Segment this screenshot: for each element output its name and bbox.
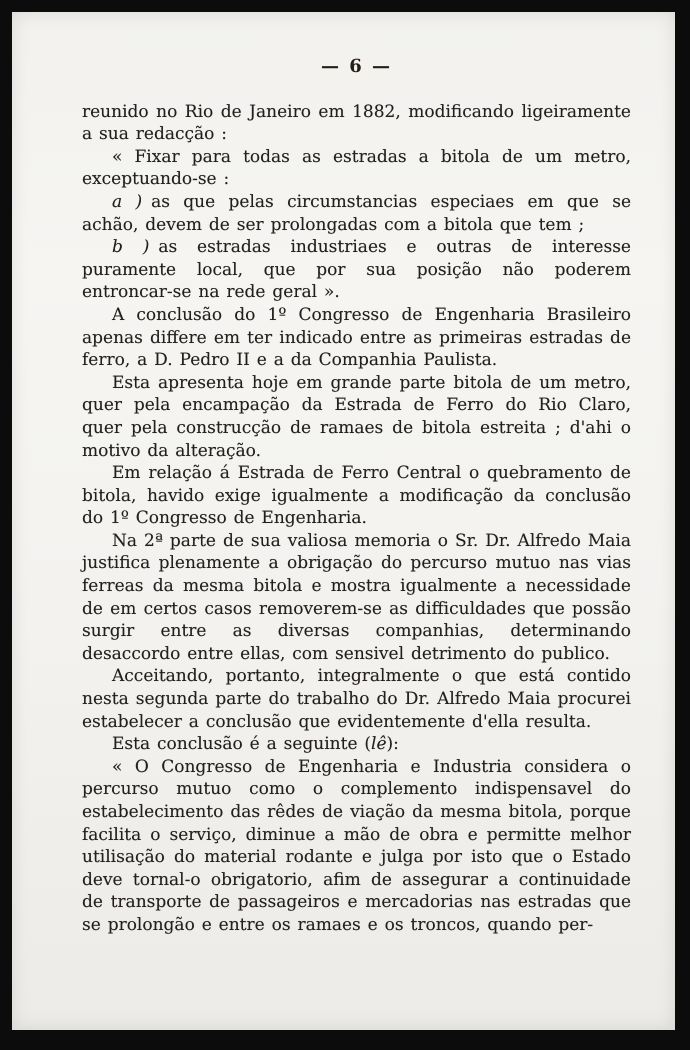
paragraph <box>82 665 631 733</box>
page-number: — 6 — <box>320 56 393 77</box>
scanned-page <box>12 12 675 1030</box>
paragraph-text: Esta apresenta hoje em grande parte bitola de um metro, quer pela encampação da Estrada de Ferro do Rio Claro, quer pela construcção de ramaes de bitola estreita ; d'ahi o motivo da alteração. <box>82 372 631 461</box>
paragraph-list-item-a <box>82 191 631 236</box>
paragraph <box>82 101 631 146</box>
paragraph <box>82 146 631 191</box>
paragraph <box>82 304 631 372</box>
paragraph-text: Esta conclusão é a seguinte ( <box>112 734 372 755</box>
paragraph-text: Acceitando, portanto, integralmente o que está contido nesta segunda parte do trabalho do Dr. Alfredo Maia procurei estabelecer a conclusão que evidentemente d'ella resulta. <box>82 666 631 732</box>
paragraph-list-item-b <box>82 236 631 304</box>
paragraph-text: « O Congresso de Engenharia e Industria considera o percurso mutuo como o complemento indispensavel do estabelecimento das rêdes de viação da mesma bitola, porque facilita o serviço, diminue a mão de obra e permitte melhor utilisação do material rodante e julga por isto que o Estado deve tornal-o obrigatorio, afim de assegurar a continuidade de transporte de passageiros e mercadorias nas estradas que se prolongão e entre os ramaes e os troncos, quando per- <box>82 756 631 935</box>
paragraph-text: as estradas industriaes e outras de interesse puramente local, que por sua posição não poderem entroncar-se na rede geral ». <box>82 237 631 303</box>
paragraph <box>82 372 631 462</box>
paragraph <box>82 462 631 530</box>
paragraph <box>82 530 631 666</box>
paragraph-text: Na 2ª parte de sua valiosa memoria o Sr. Dr. Alfredo Maia justifica plenamente a obrigação do percurso mutuo nas vias ferreas da mesma bitola e mostra igualmente a necessidade de em certos casos removerem-se as difficuldades que possão surgir entre as diversas companhias, determinando desaccordo entre ellas, com sensivel detrimento do publico. <box>82 530 631 664</box>
list-marker-a: a ) <box>112 191 143 212</box>
paragraph-text: reunido no Rio de Janeiro em 1882, modificando ligeiramente a sua redacção : <box>82 101 631 145</box>
paragraph <box>82 733 631 756</box>
paragraph-text: « Fixar para todas as estradas a bitola de um metro, exceptuando-se : <box>82 146 631 190</box>
paragraph-text: A conclusão do 1º Congresso de Engenharia Brasileiro apenas differe em ter indicado entre as primeiras estradas de ferro, a D. Pedro II e a da Companhia Paulista. <box>82 304 631 371</box>
paragraph-text: ): <box>386 734 399 755</box>
paragraph <box>82 756 631 937</box>
paragraph-text: as que pelas circumstancias especiaes em que se achão, devem de ser prolongadas com a bitola que tem ; <box>82 191 632 235</box>
paragraph-text: Em relação á Estrada de Ferro Central o quebramento de bitola, havido exige igualmente a modificação da conclusão do 1º Congresso de Engenharia. <box>82 463 631 529</box>
list-marker-b: b ) <box>112 237 150 258</box>
paragraph-text-italic: lê <box>371 734 387 755</box>
